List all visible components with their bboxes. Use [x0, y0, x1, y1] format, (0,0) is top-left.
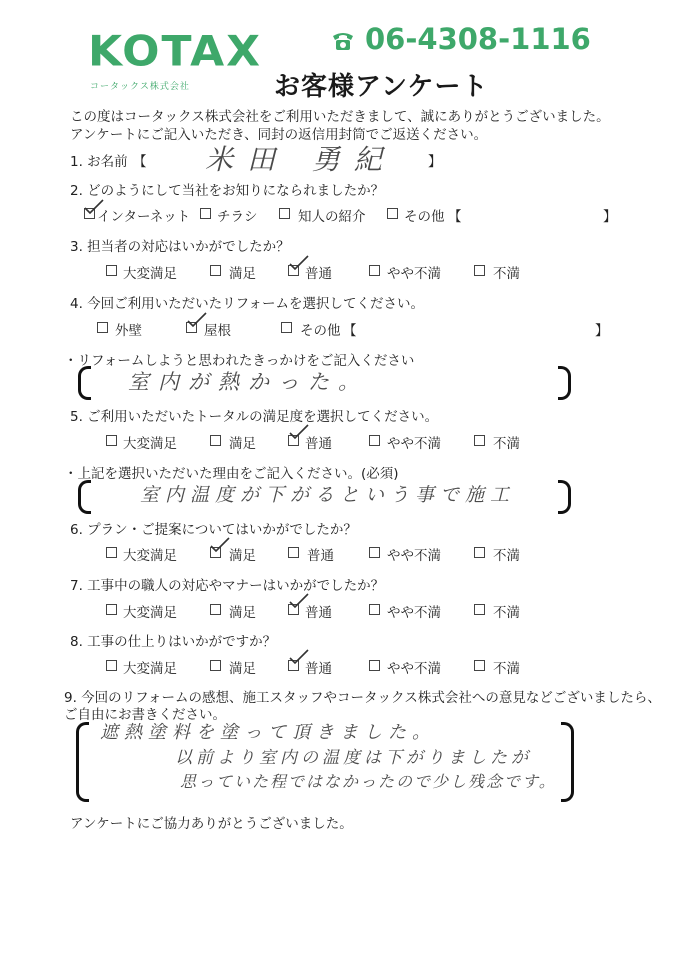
q8-option-neutral: 普通	[305, 661, 332, 677]
q9-label-line-1: 9. 今回のリフォームの感想、施工スタッフやコータックス株式会社への意見などございましたら、	[64, 690, 661, 706]
q4-option-roof: 屋根	[204, 323, 231, 339]
q3-option-satisfied: 満足	[229, 266, 256, 282]
q6-checkbox-very-satisfied[interactable]	[106, 547, 117, 558]
q4-label: 4. 今回ご利用いただいたリフォームを選択してください。	[70, 296, 424, 312]
q3-checkbox-satisfied[interactable]	[210, 265, 221, 276]
q5-checkbox-somewhat-dissatisfied[interactable]	[369, 435, 380, 446]
q1-bracket-close: 】	[428, 154, 442, 170]
q8-option-very-satisfied: 大変満足	[123, 661, 177, 677]
q5-option-satisfied: 満足	[229, 436, 256, 452]
q9-paren-left	[76, 722, 89, 802]
q8-option-satisfied: 満足	[229, 661, 256, 677]
q7-option-satisfied: 満足	[229, 605, 256, 621]
q2-label: 2. どのようにして当社をお知りになられましたか？	[70, 183, 385, 199]
q4-checkbox-other[interactable]	[281, 322, 292, 333]
q6-checkbox-satisfied[interactable]	[210, 547, 221, 558]
q8-checkbox-very-satisfied[interactable]	[106, 660, 117, 671]
intro-line-1: この度はコータックス株式会社をご利用いただきまして、誠にありがとうございました。	[70, 109, 610, 125]
q6-label: 6. プラン・ご提案についてはいかがでしたか？	[70, 522, 357, 538]
q5-checkbox-very-satisfied[interactable]	[106, 435, 117, 446]
q3-option-dissatisfied: 不満	[493, 266, 520, 282]
q6-checkbox-somewhat-dissatisfied[interactable]	[369, 547, 380, 558]
trigger-paren-right	[558, 366, 571, 400]
q4-checkbox-roof[interactable]	[186, 322, 197, 333]
q7-checkbox-dissatisfied[interactable]	[474, 604, 485, 615]
q9-answer-line-1[interactable]: 遮熱塗料を塗って頂きました。	[100, 722, 436, 743]
q8-label: 8. 工事の仕上りはいかがですか？	[70, 634, 277, 650]
q5-checkbox-dissatisfied[interactable]	[474, 435, 485, 446]
q7-option-neutral: 普通	[305, 605, 332, 621]
q6-option-somewhat-dissatisfied: やや不満	[387, 548, 441, 564]
q3-checkbox-somewhat-dissatisfied[interactable]	[369, 265, 380, 276]
q6-option-dissatisfied: 不満	[493, 548, 520, 564]
q4-other-open: 【	[343, 323, 357, 339]
phone-icon	[330, 30, 356, 52]
q2-other-close: 】	[603, 209, 617, 225]
q2-option-internet: インターネット	[97, 209, 191, 225]
q5-option-somewhat-dissatisfied: やや不満	[387, 436, 441, 452]
intro-line-2: アンケートにご記入いただき、同封の返信用封筒でご返送ください。	[70, 127, 488, 143]
q7-option-dissatisfied: 不満	[493, 605, 520, 621]
q6-checkbox-neutral[interactable]	[288, 547, 299, 558]
q2-option-referral: 知人の紹介	[298, 209, 366, 225]
q5-option-dissatisfied: 不満	[493, 436, 520, 452]
q9-answer-line-2[interactable]: 以前より室内の温度は下がりましたが	[175, 748, 532, 768]
reason-answer[interactable]: 室内温度が下がるという事で施工	[140, 484, 516, 506]
trigger-label: ・リフォームしようと思われたきっかけをご記入ください	[64, 353, 415, 369]
q5-option-neutral: 普通	[305, 436, 332, 452]
q8-option-dissatisfied: 不満	[493, 661, 520, 677]
trigger-answer[interactable]: 室内が熱かった。	[128, 370, 368, 394]
q2-option-flyer: チラシ	[217, 209, 258, 225]
q3-checkbox-dissatisfied[interactable]	[474, 265, 485, 276]
q9-label-line-2: ご自由にお書きください。	[64, 707, 226, 723]
q2-checkbox-other[interactable]	[387, 208, 398, 219]
brand-subtitle: コータックス株式会社	[90, 82, 190, 92]
reason-paren-right	[558, 480, 571, 514]
q9-paren-right	[561, 722, 574, 802]
q5-option-very-satisfied: 大変満足	[123, 436, 177, 452]
q2-other-open: 【	[448, 209, 462, 225]
q1-answer[interactable]: 米田 勇紀	[205, 143, 396, 176]
reason-label: ・上記を選択いただいた理由をご記入ください。(必須)	[64, 466, 399, 482]
q9-answer-line-3[interactable]: 思っていた程ではなかったので少し残念です。	[180, 772, 557, 791]
q2-checkbox-internet[interactable]	[84, 208, 95, 219]
brand-logo: KOTAX	[88, 27, 263, 76]
page-title: お客様アンケート	[274, 72, 489, 102]
q8-checkbox-satisfied[interactable]	[210, 660, 221, 671]
q3-checkbox-very-satisfied[interactable]	[106, 265, 117, 276]
q6-option-satisfied: 満足	[229, 548, 256, 564]
q8-option-somewhat-dissatisfied: やや不満	[387, 661, 441, 677]
q6-option-neutral: 普通	[307, 548, 334, 564]
q3-option-somewhat-dissatisfied: やや不満	[387, 266, 441, 282]
q4-checkbox-wall[interactable]	[97, 322, 108, 333]
q5-label: 5. ご利用いただいたトータルの満足度を選択してください。	[70, 409, 439, 425]
q4-option-other: その他	[300, 323, 341, 339]
q2-option-other: その他	[404, 209, 445, 225]
q8-checkbox-somewhat-dissatisfied[interactable]	[369, 660, 380, 671]
q5-checkbox-neutral[interactable]	[288, 435, 299, 446]
q4-option-wall: 外壁	[115, 323, 142, 339]
q7-checkbox-somewhat-dissatisfied[interactable]	[369, 604, 380, 615]
q8-checkbox-neutral[interactable]	[288, 660, 299, 671]
q7-checkbox-neutral[interactable]	[288, 604, 299, 615]
q2-checkbox-flyer[interactable]	[200, 208, 211, 219]
q1-label: 1. お名前	[70, 154, 128, 170]
q8-checkbox-dissatisfied[interactable]	[474, 660, 485, 671]
q7-label: 7. 工事中の職人の対応やマナーはいかがでしたか？	[70, 578, 385, 594]
q2-checkbox-referral[interactable]	[279, 208, 290, 219]
q1-bracket-open: 【	[133, 154, 147, 170]
q3-label: 3. 担当者の対応はいかがでしたか？	[70, 239, 290, 255]
q3-option-very-satisfied: 大変満足	[123, 266, 177, 282]
q6-checkbox-dissatisfied[interactable]	[474, 547, 485, 558]
q7-option-very-satisfied: 大変満足	[123, 605, 177, 621]
q7-option-somewhat-dissatisfied: やや不満	[387, 605, 441, 621]
trigger-paren-left	[78, 366, 91, 400]
q5-checkbox-satisfied[interactable]	[210, 435, 221, 446]
reason-paren-left	[78, 480, 91, 514]
q7-checkbox-very-satisfied[interactable]	[106, 604, 117, 615]
q7-checkbox-satisfied[interactable]	[210, 604, 221, 615]
q4-other-close: 】	[595, 323, 609, 339]
q3-checkbox-neutral[interactable]	[288, 265, 299, 276]
q3-option-neutral: 普通	[305, 266, 332, 282]
closing-message: アンケートにご協力ありがとうございました。	[70, 816, 353, 832]
phone-number: 06-4308-1116	[365, 22, 591, 56]
q6-option-very-satisfied: 大変満足	[123, 548, 177, 564]
